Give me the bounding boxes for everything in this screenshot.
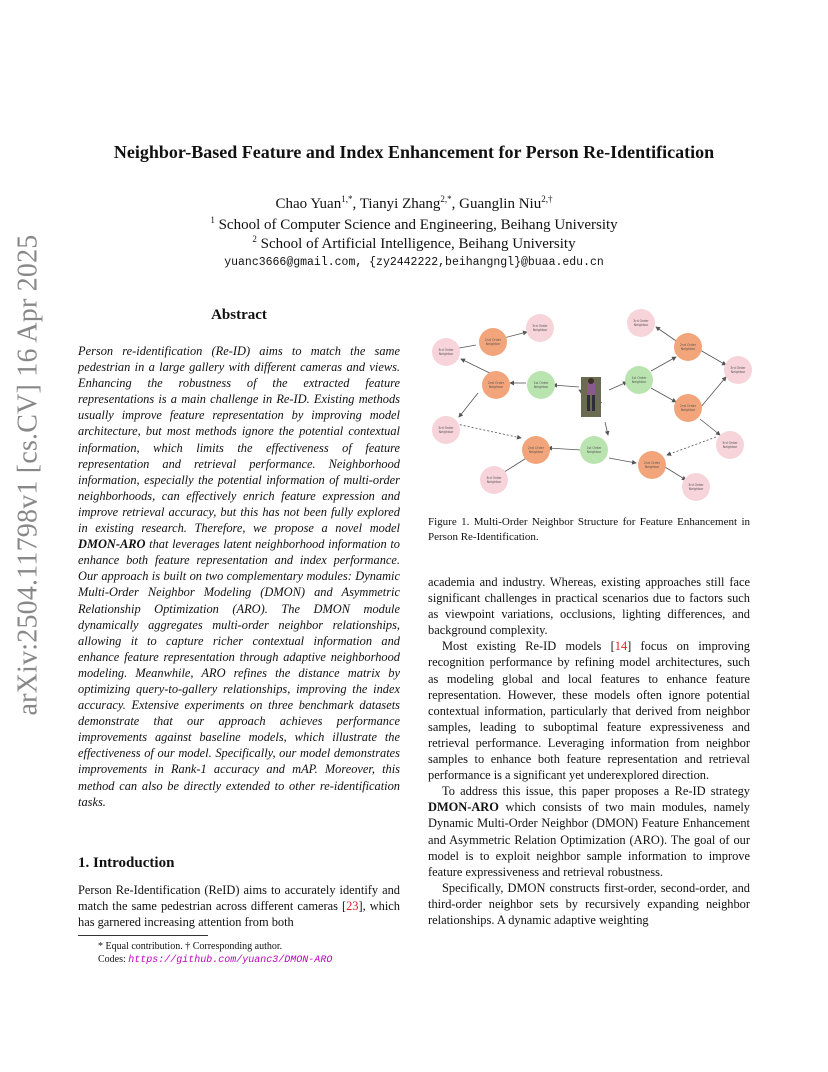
svg-text:3rd Order: 3rd Order	[438, 426, 454, 430]
section-heading: 1. Introduction	[78, 855, 175, 871]
author-name: Tianyi Zhang	[359, 196, 441, 212]
svg-text:Neighbor: Neighbor	[631, 380, 647, 384]
svg-text:Neighbor: Neighbor	[680, 347, 696, 351]
abstract-body	[78, 343, 400, 810]
affiliation	[0, 215, 828, 234]
svg-text:3rd Order: 3rd Order	[486, 476, 502, 480]
affiliation-sup: 1	[210, 215, 215, 225]
intro-text: ], which has garnered increasing attention from both	[78, 899, 400, 930]
query-person-image	[581, 377, 601, 417]
svg-text:Neighbor: Neighbor	[438, 430, 454, 434]
svg-text:3rd Order: 3rd Order	[730, 366, 746, 370]
body-text: ] focus on improving recognition performance by refining model architectures, such as modeling global and local features to enhance feature representation. However, these models often ignore potential contextual information, particularly that derived from neighbor samples, leading to suboptimal feature expressiveness and retrieval performance. Leveraging information from neighbor samples to enhance both feature representation and retrieval performance is a significant yet underexplored direction.	[428, 639, 750, 783]
svg-text:3rd Order: 3rd Order	[688, 483, 704, 487]
figure-neighbor-graph	[424, 305, 764, 505]
author-sup: 1,*	[341, 194, 353, 204]
abstract-heading: Abstract	[211, 307, 267, 323]
svg-text:3rd Order: 3rd Order	[438, 348, 454, 352]
svg-text:Neighbor: Neighbor	[633, 323, 649, 327]
svg-text:3rd Order: 3rd Order	[532, 324, 548, 328]
body-text: Most existing Re-ID models [	[442, 639, 615, 654]
codes-label: Codes:	[98, 954, 129, 965]
arxiv-watermark	[8, 234, 48, 716]
svg-text:1st Order: 1st Order	[533, 381, 549, 385]
svg-text:Neighbor: Neighbor	[688, 487, 704, 491]
body-paragraph	[428, 638, 750, 783]
svg-text:Neighbor: Neighbor	[586, 450, 602, 454]
affiliation-sup: 2	[252, 234, 257, 244]
svg-text:3rd Order: 3rd Order	[633, 319, 649, 323]
svg-text:2nd Order: 2nd Order	[527, 446, 545, 450]
code-url-link[interactable]: https://github.com/yuanc3/DMON-ARO	[128, 955, 333, 966]
neighbor-graph-svg	[424, 305, 764, 505]
arxiv-id-text: arXiv:2504.11798v1 [cs.CV] 16 Apr 2025	[12, 234, 43, 716]
model-name: DMON-ARO	[78, 537, 146, 552]
footnote-codes	[98, 953, 332, 967]
intro-text: Person Re-Identification (ReID) aims to accurately identify and match the same pedestrian across different cameras [	[78, 883, 400, 914]
svg-text:2nd Order: 2nd Order	[643, 461, 661, 465]
svg-text:Neighbor: Neighbor	[486, 480, 502, 484]
author-name: Guanglin Niu	[459, 196, 542, 212]
body-text: To address this issue, this paper proposes a Re-ID strategy	[442, 784, 750, 799]
author-sup: 2,*	[440, 194, 452, 204]
body-paragraph	[428, 783, 750, 880]
intro-paragraph	[78, 882, 400, 930]
author-list: Chao Yuan$^{1,*}$, Tianyi Zhang$^{2,*}$, Guanglin Niu$^{2,\dagger}$	[275, 194, 553, 212]
affiliation-text: School of Computer Science and Engineering, Beihang University	[218, 217, 618, 233]
svg-text:2nd Order: 2nd Order	[679, 404, 697, 408]
model-name: DMON-ARO	[428, 800, 499, 815]
author-sup: 2,†	[541, 194, 553, 204]
citation-link[interactable]: 14	[614, 639, 628, 654]
svg-text:Neighbor: Neighbor	[533, 385, 549, 389]
abstract-text: that leverages latent neighborhood information to enhance both feature representation and index performance. Our approach is built on two complementary modules: Dynamic Multi-Order Neighbor Modeling (DMON) and Asymmetric Relationship Optimization (ARO). The DMON module dynamically aggregates multi-order neighbor relationships, allowing it to capture richer contextual information and enhance feature representation through adaptive neighborhood modeling. Meanwhile, ARO refines the distance matrix by optimizing query-to-gallery relationships, improving the index accuracy. Extensive experiments on three benchmark datasets demonstrate that our approach achieves performance improvements against baseline models, which illustrate the effectiveness of our model. Specifically, our model demonstrates improvements in Rank-1 accuracy and mAP. Moreover, this method can also be directly extended to other re-identification tasks.	[78, 537, 400, 809]
svg-text:2nd Order: 2nd Order	[679, 343, 697, 347]
svg-text:Neighbor: Neighbor	[644, 465, 660, 469]
svg-text:Neighbor: Neighbor	[532, 328, 548, 332]
body-paragraph: Specifically, DMON constructs first-order, second-order, and third-order neighbor sets by recursively expanding neighbor relationships. A dynamic adaptive weighting	[428, 880, 750, 927]
svg-text:1st Order: 1st Order	[631, 376, 647, 380]
affiliation-text: School of Artificial Intelligence, Beihang University	[260, 236, 576, 252]
svg-text:Neighbor: Neighbor	[438, 352, 454, 356]
affiliation	[0, 234, 828, 253]
citation-link[interactable]: 23	[346, 899, 359, 914]
svg-text:1st Order: 1st Order	[586, 446, 602, 450]
svg-text:Neighbor: Neighbor	[488, 385, 504, 389]
svg-text:2nd Order: 2nd Order	[484, 338, 502, 342]
svg-text:Neighbor: Neighbor	[730, 370, 746, 374]
footnote-rule	[78, 935, 208, 936]
right-column-text	[428, 574, 750, 928]
svg-text:Neighbor: Neighbor	[722, 445, 738, 449]
svg-text:2nd Order: 2nd Order	[487, 381, 505, 385]
paper-title: Neighbor-Based Feature and Index Enhancement for Person Re-Identification	[113, 142, 715, 162]
abstract-text: Person re-identification (Re-ID) aims to match the same pedestrian in a large gallery with different cameras and views. Enhancing the robustness of the extracted feature representations is a main challenge in Re-ID. Existing methods usually improve feature representation by improving model architecture, but most methods ignore the potential contextual information, which limits the effectiveness of feature representation and retrieval performance. Neighborhood information, especially the potential information of multi-order neighborhoods, can effectively enrich feature expression and improve retrieval accuracy, but this has not been fully explored in existing research. Therefore, we propose a novel model	[78, 344, 400, 536]
author-emails: yuanc3666@gmail.com, {zy2442222,beihangngl}@buaa.edu.cn	[224, 256, 604, 269]
body-text: which consists of two main modules, namely Dynamic Multi-Order Neighbor (DMON) Feature Enhancement and Asymmetric Relation Optimization (ARO). The goal of our model is to exploit neighbor sample information to improve feature expressiveness and retrieval robustness.	[428, 800, 750, 879]
body-paragraph: academia and industry. Whereas, existing approaches still face significant challenges in practical scenarios due to factors such as viewpoint variations, occlusions, lighting differences, and background complexity.	[428, 575, 750, 638]
author-name: Chao Yuan	[275, 196, 342, 212]
footnote-equal-contribution: * Equal contribution. † Corresponding author.	[98, 941, 283, 952]
svg-text:Neighbor: Neighbor	[528, 450, 544, 454]
svg-text:3rd Order: 3rd Order	[722, 441, 738, 445]
svg-text:Neighbor: Neighbor	[485, 342, 501, 346]
svg-text:Neighbor: Neighbor	[680, 408, 696, 412]
figure-caption: Figure 1. Multi-Order Neighbor Structure for Feature Enhancement in Person Re-Identification.	[428, 516, 750, 543]
